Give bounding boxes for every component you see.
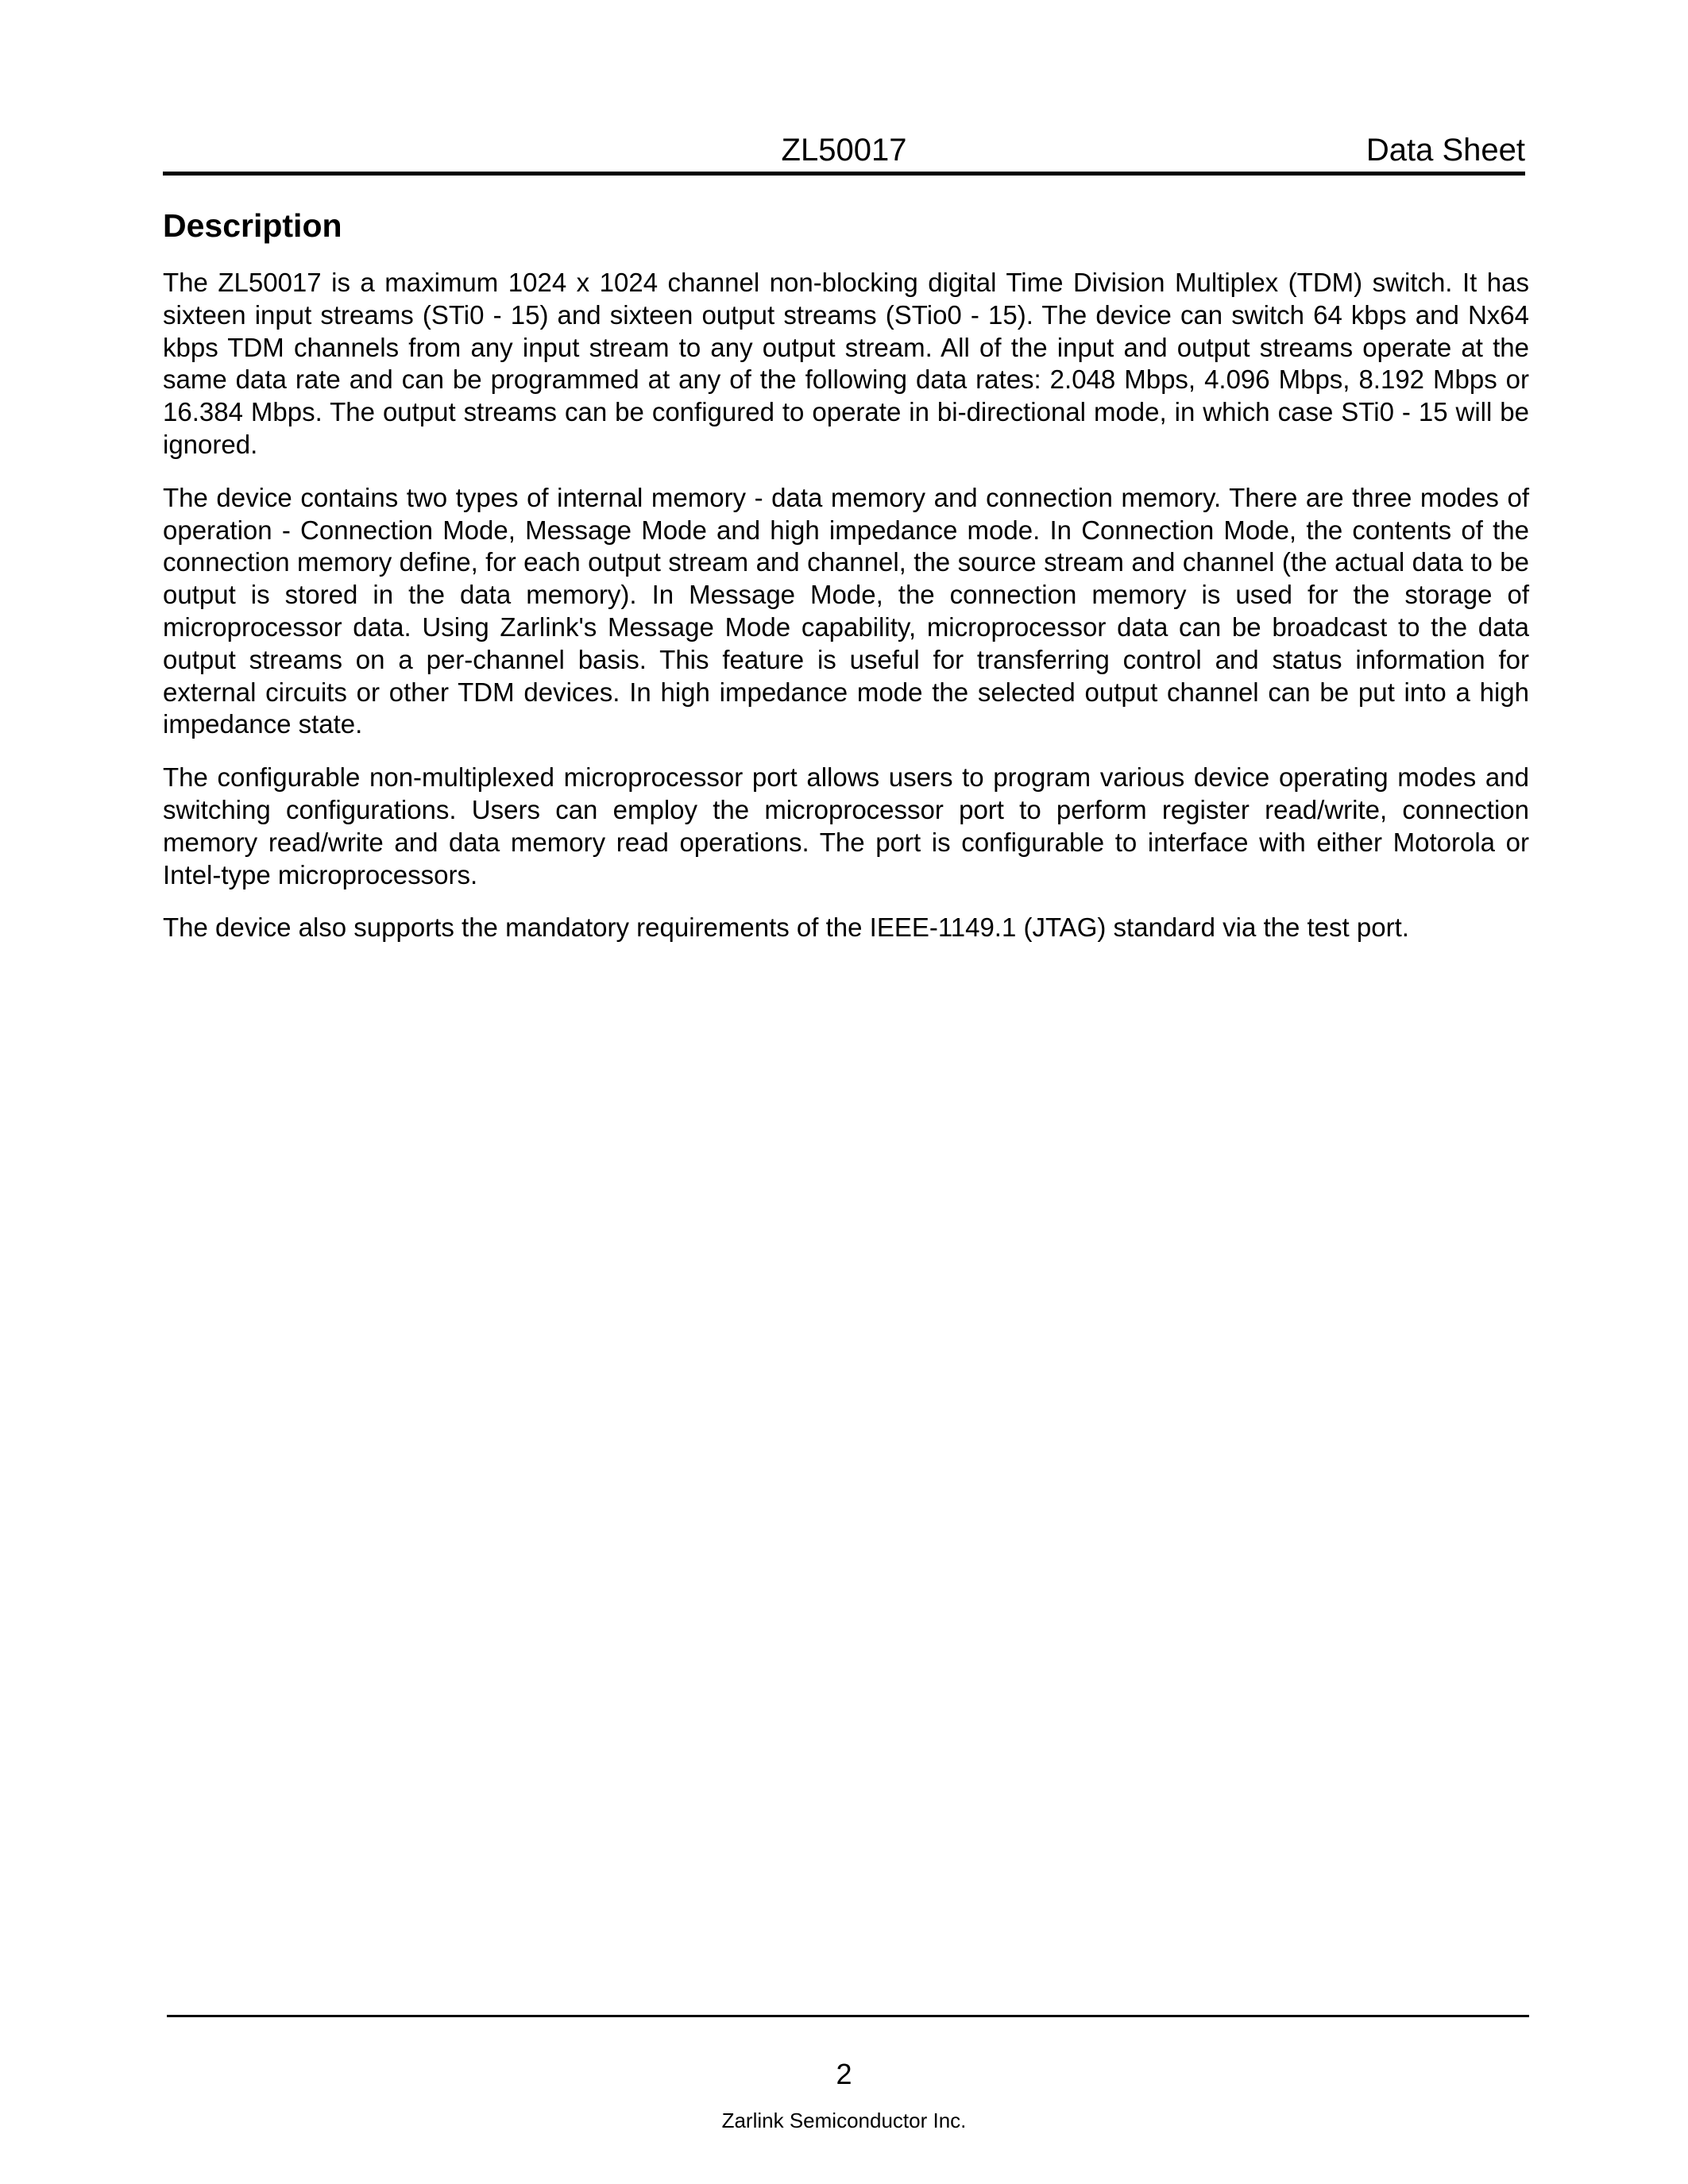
paragraph-memory-modes: The device contains two types of internal memory - data memory and connection memory. There are three modes of operation - Connection Mode, Message Mode and high impedance mode. In Connection Mode, the contents of the connection memory define, for each output stream and channel, the source stream and channel (the actual data to be output is stored in the data memory). In Message Mode, the connection memory is used for the storage of microprocessor data. Using Zarlink's Message Mode capability, microprocessor data can be broadcast to the data output streams on a per-channel basis. This feature is useful for transferring control and status information for external circuits or other TDM devices. In high impedance mode the selected output channel can be put into a high impedance state.	[163, 482, 1529, 739]
document-type: Data Sheet	[1365, 133, 1525, 168]
paragraph-microprocessor-port: The configurable non-multiplexed microprocessor port allows users to program various device operating modes and switching configurations. Users can employ the microprocessor port to perform register read/write, connection memory read/write and data memory read operations. The port is configurable to interface with either Motorola or Intel-type microprocessors.	[163, 762, 1529, 889]
page-number: 2	[836, 2058, 852, 2090]
paragraph-overview: The ZL50017 is a maximum 1024 x 1024 channel non-blocking digital Time Division Multiplex (TDM) switch. It has sixteen input streams (STi0 - 15) and sixteen output streams (STio0 - 15). The device can switch 64 kbps and Nx64 kbps TDM channels from any input stream to any output stream. All of the input and output streams operate at the same data rate and can be programmed at any of the following data rates: 2.048 Mbps, 4.096 Mbps, 8.192 Mbps or 16.384 Mbps. The output streams can be configured to operate in bi-directional mode, in which case STi0 - 15 will be ignored.	[163, 268, 1529, 459]
company-name: Zarlink Semiconductor Inc.	[721, 2109, 967, 2132]
header-divider	[163, 172, 1525, 176]
description-body	[163, 267, 1529, 965]
document-id: ZL50017	[781, 133, 907, 168]
page-header	[163, 127, 1525, 175]
paragraph-jtag: The device also supports the mandatory requirements of the IEEE-1149.1 (JTAG) standard via the test port.	[163, 913, 1409, 943]
footer-divider	[167, 2015, 1529, 2017]
section-title: Description	[163, 207, 342, 244]
